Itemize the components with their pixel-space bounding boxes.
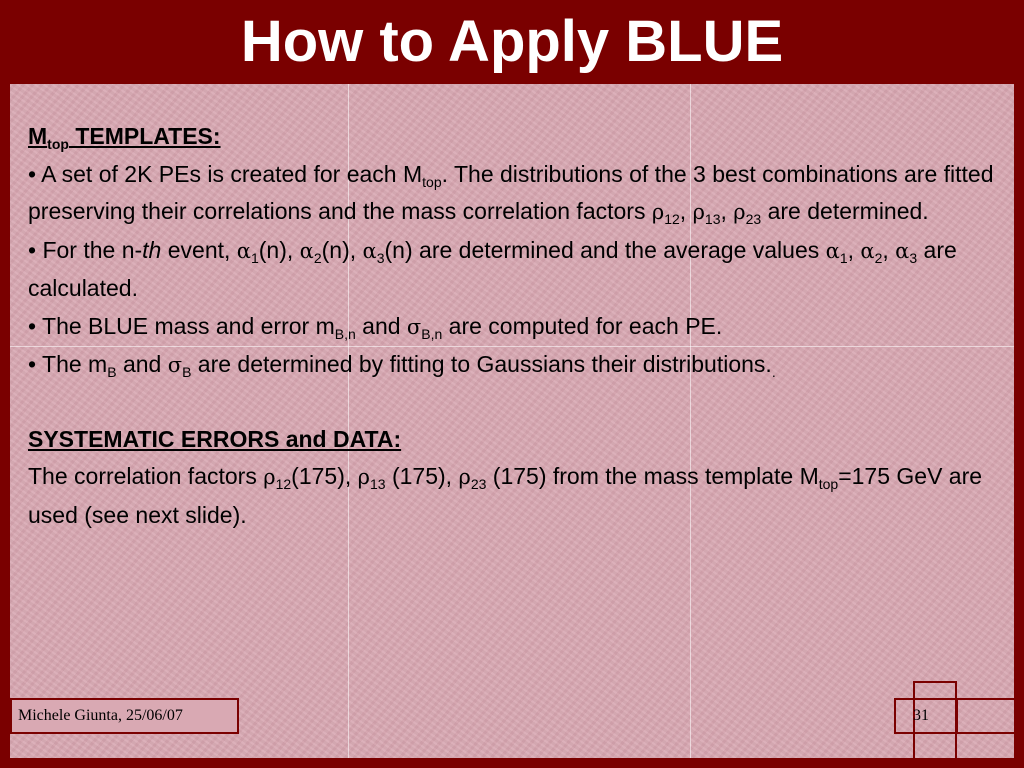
- slide-title: How to Apply BLUE: [240, 9, 784, 74]
- slide-body: [28, 118, 1003, 534]
- section-spacer: [28, 385, 1003, 421]
- systematics-text: The correlation factors $\rho_{12}(175)$, $\rho_{13}$ (175), $\rho_{23}$ (175) from the mass template $M_{top}=175$ GeV are used (see next slide).: [28, 463, 983, 528]
- bullet-pe-creation: • A set of 2K PEs is created for each $M_{top}$. The distributions of the 3 best combinations are fitted preserving their correlations and the mass correlation factors $\rho_{12}$, $\rho_{13}$, $\rho_{23}$ are determined.: [28, 160, 994, 227]
- bullet-gaussian-fit: • The $m_B$ and $\sigma_B$ are determined by fitting to Gaussians their $distributions._.$: [28, 351, 776, 380]
- bullet-blue-mass: • The BLUE mass and error $m_{B,n}$ and $\sigma_{B,n}$ are computed for each PE.: [28, 312, 723, 342]
- bullet-event-alphas: • For the n-th event, $\alpha_1(n)$, $\alpha_2(n)$, $\alpha_3(n)$ are determined and the average values $\alpha_1$, $\alpha_2$, $\alpha_3$ are calculated.: [28, 236, 957, 301]
- decorative-frame: [955, 698, 1024, 734]
- page-number: 31: [913, 707, 929, 724]
- section-heading-templates: $M_{top}$ TEMPLATES:: [28, 123, 221, 152]
- footer-author-date: Michele Giunta, 25/06/07: [18, 707, 183, 724]
- section-heading-systematics: SYSTEMATIC ERRORS and DATA:: [28, 425, 402, 452]
